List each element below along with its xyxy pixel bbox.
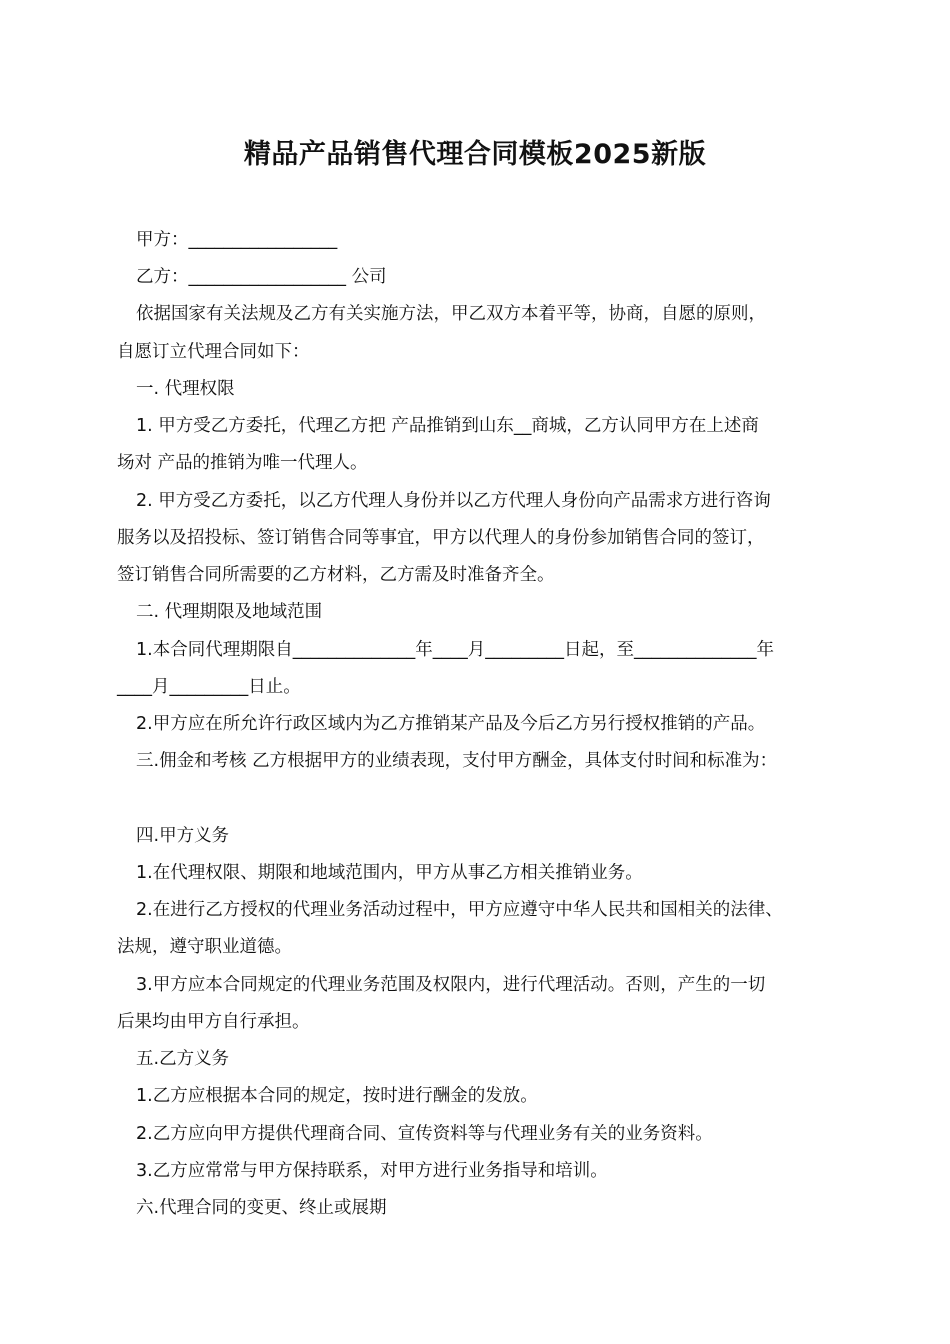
section-5-heading: 五.乙方义务 xyxy=(136,1049,230,1069)
section-4-item-1: 1.在代理权限、期限和地域范围内，甲方从事乙方相关推销业务。 xyxy=(136,863,643,883)
section-4-item-3-line-2: 后果均由甲方自行承担。 xyxy=(117,1012,310,1032)
section-3-heading: 三.佣金和考核 乙方根据甲方的业绩表现，支付甲方酬金，具体支付时间和标准为： xyxy=(136,751,778,771)
section-1-item-2-line-1: 2. 甲方受乙方委托，以乙方代理人身份并以乙方代理人身份向产品需求方进行咨询 xyxy=(136,491,771,511)
document-title: 精品产品销售代理合同模板2025新版 xyxy=(243,139,707,170)
preamble-line-1: 依据国家有关法规及乙方有关实施方法，甲乙双方本着平等，协商，自愿的原则， xyxy=(136,304,766,324)
section-1-item-2-line-2: 服务以及招投标、签订销售合同等事宜，甲方以代理人的身份参加销售合同的签订， xyxy=(117,528,765,548)
section-1-item-1-line-2: 场对 产品的推销为唯一代理人。 xyxy=(117,453,368,473)
section-2-item-1-line-1: 1.本合同代理期限自______________年____月_________日起，至______________年 xyxy=(136,640,774,660)
section-4-heading: 四.甲方义务 xyxy=(136,826,230,846)
section-1-heading: 一. 代理权限 xyxy=(136,379,235,399)
preamble-line-2: 自愿订立代理合同如下： xyxy=(117,342,310,362)
section-1-item-1-line-1: 1. 甲方受乙方委托，代理乙方把 产品推销到山东__商城，乙方认同甲方在上述商 xyxy=(136,416,759,436)
party-a-line: 甲方：_________________ xyxy=(136,230,338,250)
section-2-item-2: 2.甲方应在所允许行政区域内为乙方推销某产品及今后乙方另行授权推销的产品。 xyxy=(136,714,766,734)
section-4-item-2-line-2: 法规，遵守职业道德。 xyxy=(117,937,292,957)
section-5-item-2: 2.乙方应向甲方提供代理商合同、宣传资料等与代理业务有关的业务资料。 xyxy=(136,1124,713,1144)
section-5-item-3: 3.乙方应常常与甲方保持联系，对甲方进行业务指导和培训。 xyxy=(136,1161,608,1181)
section-4-item-2-line-1: 2.在进行乙方授权的代理业务活动过程中，甲方应遵守中华人民共和国相关的法律、 xyxy=(136,900,783,920)
section-4-item-3-line-1: 3.甲方应本合同规定的代理业务范围及权限内，进行代理活动。否则，产生的一切 xyxy=(136,975,766,995)
section-2-item-1-line-2: ____月_________日止。 xyxy=(117,677,301,697)
section-2-heading: 二. 代理期限及地域范围 xyxy=(136,602,323,622)
party-b-line: 乙方：__________________ 公司 xyxy=(136,267,387,287)
section-1-item-2-line-3: 签订销售合同所需要的乙方材料，乙方需及时准备齐全。 xyxy=(117,565,555,585)
section-5-item-1: 1.乙方应根据本合同的规定，按时进行酬金的发放。 xyxy=(136,1086,538,1106)
section-6-heading: 六.代理合同的变更、终止或展期 xyxy=(136,1198,387,1218)
